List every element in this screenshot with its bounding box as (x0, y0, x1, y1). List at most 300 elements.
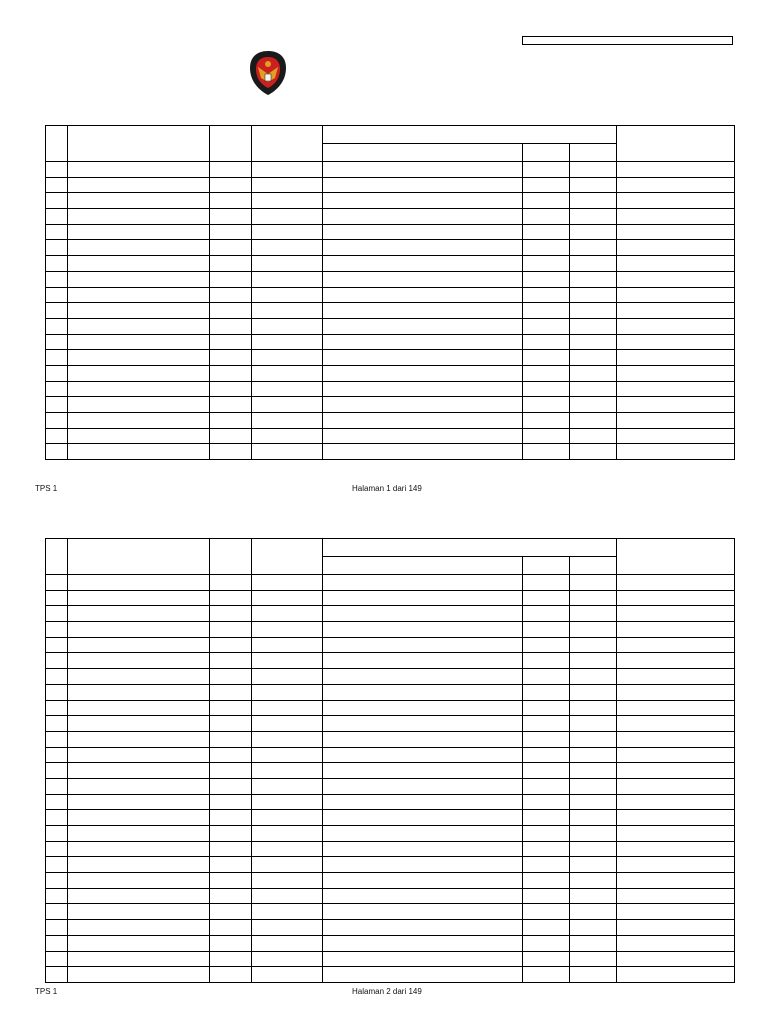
table-cell (569, 177, 616, 193)
table-cell (210, 381, 252, 397)
table-cell (46, 826, 68, 842)
table-cell (323, 318, 522, 334)
table-cell (46, 350, 68, 366)
table-cell (569, 904, 616, 920)
table-cell (46, 669, 68, 685)
table-cell (210, 684, 252, 700)
table-row (46, 778, 735, 794)
table-cell (68, 606, 210, 622)
table-header-cell (323, 126, 616, 144)
table-row (46, 428, 735, 444)
table-row (46, 318, 735, 334)
table-cell (46, 193, 68, 209)
footer-location: TPS 1 (35, 987, 58, 996)
table-cell (323, 826, 522, 842)
table-cell (323, 397, 522, 413)
table-cell (522, 669, 569, 685)
table-cell (569, 606, 616, 622)
table-row (46, 637, 735, 653)
table-row (46, 888, 735, 904)
table-cell (46, 177, 68, 193)
table-cell (68, 716, 210, 732)
table-cell (68, 381, 210, 397)
table-cell (210, 303, 252, 319)
table-row (46, 967, 735, 983)
table-cell (569, 622, 616, 638)
table-cell (210, 935, 252, 951)
table-cell (210, 794, 252, 810)
table-cell (46, 920, 68, 936)
table-row (46, 256, 735, 272)
table-cell (46, 873, 68, 889)
table-cell (252, 747, 323, 763)
table-cell (616, 334, 734, 350)
table-cell (616, 162, 734, 178)
table-cell (210, 857, 252, 873)
table-cell (616, 951, 734, 967)
table-cell (210, 365, 252, 381)
table-cell (210, 575, 252, 591)
table-cell (252, 318, 323, 334)
table-cell (569, 287, 616, 303)
table-cell (616, 731, 734, 747)
table-row (46, 873, 735, 889)
table-cell (68, 778, 210, 794)
table-cell (569, 794, 616, 810)
table-cell (616, 935, 734, 951)
table-cell (252, 888, 323, 904)
table-cell (569, 873, 616, 889)
table-cell (46, 951, 68, 967)
table-cell (569, 240, 616, 256)
table-row (46, 575, 735, 591)
table-cell (616, 240, 734, 256)
table-cell (616, 873, 734, 889)
table-cell (210, 700, 252, 716)
table-cell (46, 857, 68, 873)
table-cell (46, 904, 68, 920)
table-cell (522, 575, 569, 591)
table-row (46, 350, 735, 366)
table-cell (616, 224, 734, 240)
table-header-cell (68, 539, 210, 575)
table-cell (68, 224, 210, 240)
table-cell (68, 794, 210, 810)
table-cell (252, 857, 323, 873)
table-cell (616, 606, 734, 622)
table-cell (68, 857, 210, 873)
table-header-cell (210, 126, 252, 162)
table-row (46, 700, 735, 716)
table-cell (68, 951, 210, 967)
table-cell (616, 778, 734, 794)
table-cell (522, 413, 569, 429)
table-cell (68, 904, 210, 920)
table-cell (210, 747, 252, 763)
footer-location: TPS 1 (35, 484, 58, 493)
table-row (46, 177, 735, 193)
table-cell (68, 287, 210, 303)
table-cell (210, 350, 252, 366)
table-cell (522, 318, 569, 334)
table-cell (323, 413, 522, 429)
table-cell (68, 193, 210, 209)
table-cell (616, 428, 734, 444)
table-cell (46, 209, 68, 225)
table-cell (210, 888, 252, 904)
table-cell (569, 193, 616, 209)
table-cell (323, 841, 522, 857)
table-cell (616, 350, 734, 366)
table-cell (522, 209, 569, 225)
table-cell (46, 575, 68, 591)
table-cell (210, 256, 252, 272)
table-cell (323, 967, 522, 983)
table-cell (210, 177, 252, 193)
table-cell (616, 397, 734, 413)
table-cell (68, 747, 210, 763)
table-cell (569, 256, 616, 272)
table-row (46, 224, 735, 240)
table-cell (46, 778, 68, 794)
table-cell (522, 240, 569, 256)
table-cell (323, 653, 522, 669)
table-cell (46, 747, 68, 763)
table-cell (323, 303, 522, 319)
table-cell (46, 763, 68, 779)
table-cell (323, 669, 522, 685)
table-cell (616, 365, 734, 381)
table-cell (522, 287, 569, 303)
table-cell (522, 365, 569, 381)
table-cell (210, 637, 252, 653)
table-cell (616, 444, 734, 460)
table-cell (323, 857, 522, 873)
table-cell (252, 271, 323, 287)
table-header-cell (323, 144, 522, 162)
table-cell (569, 224, 616, 240)
table-cell (323, 747, 522, 763)
table-cell (569, 826, 616, 842)
table-cell (68, 444, 210, 460)
table-cell (522, 381, 569, 397)
table-cell (210, 334, 252, 350)
table-cell (522, 841, 569, 857)
table-cell (522, 162, 569, 178)
table-cell (323, 700, 522, 716)
table-cell (569, 920, 616, 936)
table-cell (323, 888, 522, 904)
table-cell (210, 271, 252, 287)
table-cell (569, 271, 616, 287)
table-cell (252, 622, 323, 638)
table-cell (46, 162, 68, 178)
table-header-cell (252, 539, 323, 575)
table-cell (68, 873, 210, 889)
table-row (46, 287, 735, 303)
table-cell (68, 810, 210, 826)
table-cell (323, 287, 522, 303)
table-cell (210, 590, 252, 606)
table-cell (323, 224, 522, 240)
table-cell (46, 700, 68, 716)
footer-page-number: Halaman 2 dari 149 (352, 987, 422, 996)
table-cell (616, 794, 734, 810)
table-cell (252, 240, 323, 256)
table-cell (210, 810, 252, 826)
table-cell (616, 763, 734, 779)
table-cell (616, 637, 734, 653)
table-cell (252, 731, 323, 747)
table-row (46, 193, 735, 209)
table-row (46, 857, 735, 873)
table-cell (569, 444, 616, 460)
table-cell (252, 575, 323, 591)
table-cell (569, 731, 616, 747)
table-cell (210, 428, 252, 444)
table-cell (522, 794, 569, 810)
table-row (46, 622, 735, 638)
table-cell (616, 575, 734, 591)
table-cell (252, 162, 323, 178)
table-row (46, 397, 735, 413)
table-cell (323, 684, 522, 700)
table-header-cell (323, 557, 522, 575)
table-cell (46, 428, 68, 444)
table-cell (323, 904, 522, 920)
table-row (46, 365, 735, 381)
table-row (46, 669, 735, 685)
table-row (46, 590, 735, 606)
table-row (46, 810, 735, 826)
table-cell (522, 193, 569, 209)
table-header-cell (569, 144, 616, 162)
table-cell (323, 637, 522, 653)
table-cell (569, 669, 616, 685)
table-row (46, 826, 735, 842)
table-cell (210, 224, 252, 240)
table-row (46, 303, 735, 319)
table-cell (46, 303, 68, 319)
table-cell (252, 256, 323, 272)
data-table-page-1 (45, 125, 735, 460)
table-cell (210, 951, 252, 967)
table-row (46, 920, 735, 936)
table-cell (68, 256, 210, 272)
table-cell (616, 177, 734, 193)
table-cell (323, 873, 522, 889)
table-cell (323, 350, 522, 366)
table-cell (46, 810, 68, 826)
table-cell (68, 318, 210, 334)
table-cell (252, 287, 323, 303)
table-cell (252, 669, 323, 685)
table-cell (522, 224, 569, 240)
table-cell (616, 920, 734, 936)
table-cell (569, 700, 616, 716)
table-cell (323, 575, 522, 591)
table-cell (210, 397, 252, 413)
table-cell (252, 177, 323, 193)
table-cell (569, 841, 616, 857)
table-cell (569, 381, 616, 397)
table-cell (522, 716, 569, 732)
table-header-cell (68, 126, 210, 162)
table-cell (252, 763, 323, 779)
table-cell (210, 904, 252, 920)
table-cell (252, 716, 323, 732)
table-cell (323, 622, 522, 638)
table-cell (46, 653, 68, 669)
table-cell (252, 381, 323, 397)
table-cell (522, 444, 569, 460)
table-cell (569, 653, 616, 669)
table-cell (323, 935, 522, 951)
table-cell (46, 888, 68, 904)
table-cell (46, 731, 68, 747)
table-cell (323, 162, 522, 178)
table-cell (522, 684, 569, 700)
table-row (46, 653, 735, 669)
table-cell (252, 444, 323, 460)
table-cell (210, 444, 252, 460)
table-cell (210, 778, 252, 794)
table-header-cell (46, 126, 68, 162)
table-cell (616, 193, 734, 209)
table-cell (252, 700, 323, 716)
table-cell (522, 967, 569, 983)
table-cell (68, 920, 210, 936)
table-cell (210, 841, 252, 857)
table-cell (569, 413, 616, 429)
table-cell (46, 240, 68, 256)
table-cell (210, 763, 252, 779)
table-cell (569, 303, 616, 319)
table-cell (46, 794, 68, 810)
table-cell (210, 193, 252, 209)
table-cell (46, 397, 68, 413)
table-cell (68, 575, 210, 591)
table-row (46, 763, 735, 779)
table-cell (616, 318, 734, 334)
table-cell (68, 413, 210, 429)
table-cell (68, 350, 210, 366)
table-cell (68, 653, 210, 669)
table-cell (252, 794, 323, 810)
table-cell (522, 873, 569, 889)
table-cell (46, 365, 68, 381)
table-cell (46, 256, 68, 272)
data-table-page-2 (45, 538, 735, 983)
table-cell (522, 888, 569, 904)
table-cell (569, 684, 616, 700)
table-cell (323, 794, 522, 810)
table-cell (522, 904, 569, 920)
table-cell (46, 381, 68, 397)
table-cell (522, 778, 569, 794)
table-cell (68, 935, 210, 951)
table-cell (323, 590, 522, 606)
table-cell (522, 177, 569, 193)
table-cell (252, 334, 323, 350)
table-header-cell (210, 539, 252, 575)
table-row (46, 209, 735, 225)
table-cell (522, 350, 569, 366)
table-cell (210, 716, 252, 732)
table-cell (46, 841, 68, 857)
table-header-cell (252, 126, 323, 162)
table-cell (68, 428, 210, 444)
table-cell (569, 888, 616, 904)
table-cell (569, 162, 616, 178)
table-cell (616, 716, 734, 732)
table-cell (616, 303, 734, 319)
table-cell (252, 428, 323, 444)
table-cell (252, 637, 323, 653)
table-cell (68, 841, 210, 857)
table-cell (210, 606, 252, 622)
table-cell (68, 888, 210, 904)
table-cell (522, 653, 569, 669)
table-cell (569, 428, 616, 444)
table-cell (252, 413, 323, 429)
table-cell (569, 951, 616, 967)
table-cell (323, 381, 522, 397)
table-row (46, 716, 735, 732)
table-cell (68, 162, 210, 178)
table-cell (323, 778, 522, 794)
table-cell (569, 590, 616, 606)
table-cell (522, 700, 569, 716)
table-row (46, 794, 735, 810)
table-cell (46, 318, 68, 334)
table-cell (46, 935, 68, 951)
table-cell (323, 428, 522, 444)
table-cell (569, 397, 616, 413)
table-cell (252, 653, 323, 669)
table-cell (210, 826, 252, 842)
table-row (46, 381, 735, 397)
table-header-cell (569, 557, 616, 575)
table-cell (569, 747, 616, 763)
kpu-emblem-icon (248, 50, 288, 96)
table-cell (252, 684, 323, 700)
footer-page-number: Halaman 1 dari 149 (352, 484, 422, 493)
table-row (46, 444, 735, 460)
table-cell (569, 209, 616, 225)
table-cell (616, 841, 734, 857)
header-field-box (522, 36, 733, 45)
table-cell (323, 365, 522, 381)
table-cell (616, 684, 734, 700)
table-cell (522, 606, 569, 622)
table-row (46, 334, 735, 350)
table-row (46, 747, 735, 763)
table-cell (569, 334, 616, 350)
table-cell (68, 684, 210, 700)
table-cell (210, 873, 252, 889)
table-cell (522, 590, 569, 606)
table-cell (616, 700, 734, 716)
table-cell (252, 810, 323, 826)
table-cell (569, 967, 616, 983)
table-row (46, 240, 735, 256)
table-cell (616, 904, 734, 920)
table-cell (616, 857, 734, 873)
table-cell (68, 763, 210, 779)
table-cell (68, 622, 210, 638)
table-cell (522, 920, 569, 936)
